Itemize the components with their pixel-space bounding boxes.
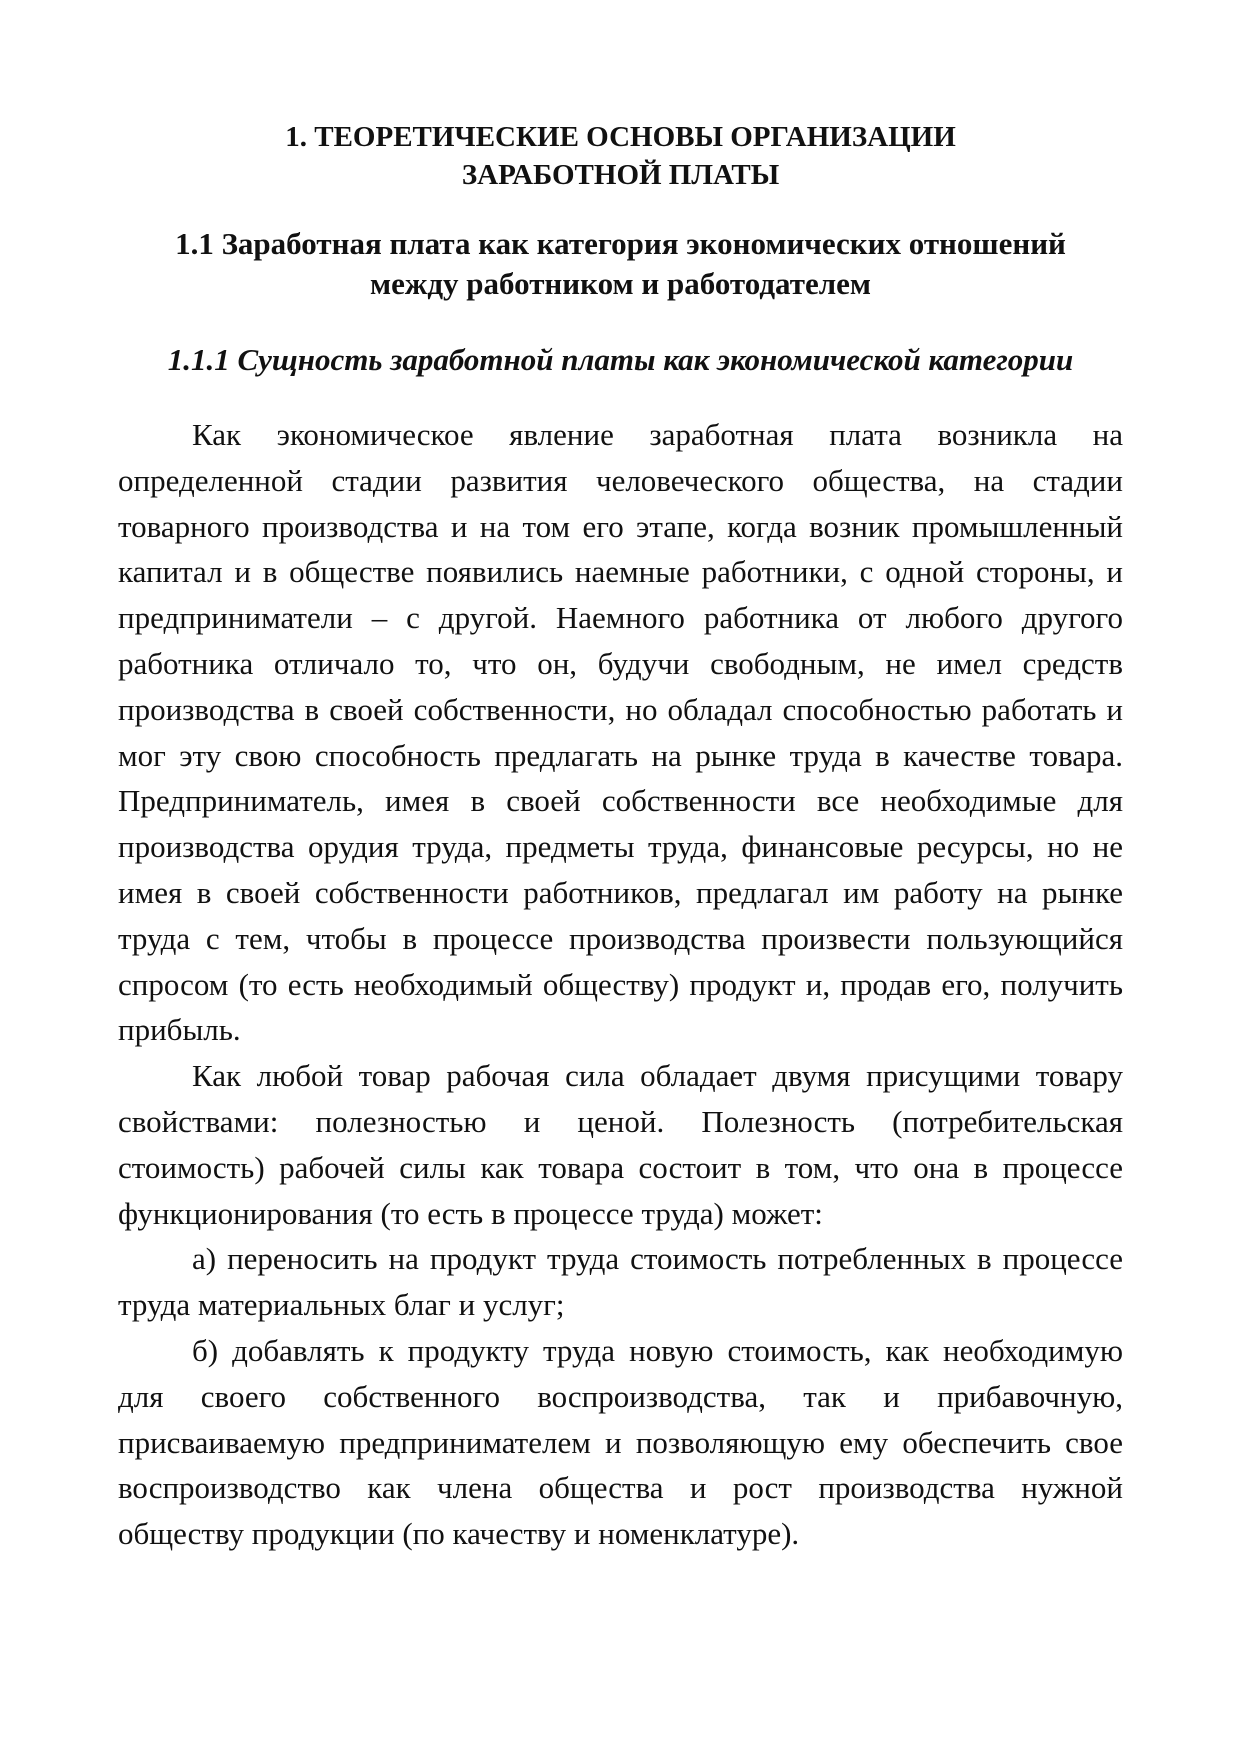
paragraph-1: Как экономическое явление заработная плата возникла на определенной стадии развития человеческого общества, на стадии товарного производства и на том его этапе, когда возник промышленный капитал и в обществе появились наемные работники, с одной стороны, и предприниматели – с другой. Наемного работника от любого другого работника отличало то, что он, будучи свободным, не имел средств производства в своей собственности, но обладал способностью работать и мог эту свою способность предлагать на рынке труда в качестве товара. Предприниматель, имея в своей собственности все необходимые для производства орудия труда, предметы труда, финансовые ресурсы, но не имея в своей собственности работников, предлагал им работу на рынке труда с тем, чтобы в процессе производства произвести пользующийся спросом (то есть необходимый обществу) продукт и, продав его, получить прибыль. (118, 417, 1123, 1048)
document-page (118, 0, 1123, 1755)
chapter-title-line-2: ЗАРАБОТНОЙ ПЛАТЫ (461, 159, 780, 191)
chapter-title-line-1: 1. ТЕОРЕТИЧЕСКИЕ ОСНОВЫ ОРГАНИЗАЦИИ (285, 121, 956, 153)
body-text (118, 412, 1123, 1557)
list-item-a: а) переносить на продукт труда стоимость потребленных в процессе труда материальных благ и услуг; (118, 1241, 1123, 1323)
section-title (118, 224, 1123, 304)
subsection-title: 1.1.1 Сущность заработной платы как экономической категории (167, 342, 1074, 377)
section-title-line-1: 1.1 Заработная плата как категория экономических отношений (175, 226, 1066, 261)
paragraph-2: Как любой товар рабочая сила обладает двумя присущими товару свойствами: полезностью и ценой. Полезность (потребительская стоимость) рабочей силы как товара состоит в том, что она в процессе функционирования (то есть в процессе труда) может: (118, 1058, 1123, 1231)
section-title-line-2: между работником и работодателем (370, 266, 871, 301)
chapter-title (118, 118, 1123, 194)
list-item-b: б) добавлять к продукту труда новую стоимость, как необходимую для своего собственного воспроизводства, так и прибавочную, присваиваемую предпринимателем и позволяющую ему обеспечить свое воспроизводство как члена общества и рост производства нужной обществу продукции (по качеству и номенклатуре). (118, 1332, 1123, 1552)
